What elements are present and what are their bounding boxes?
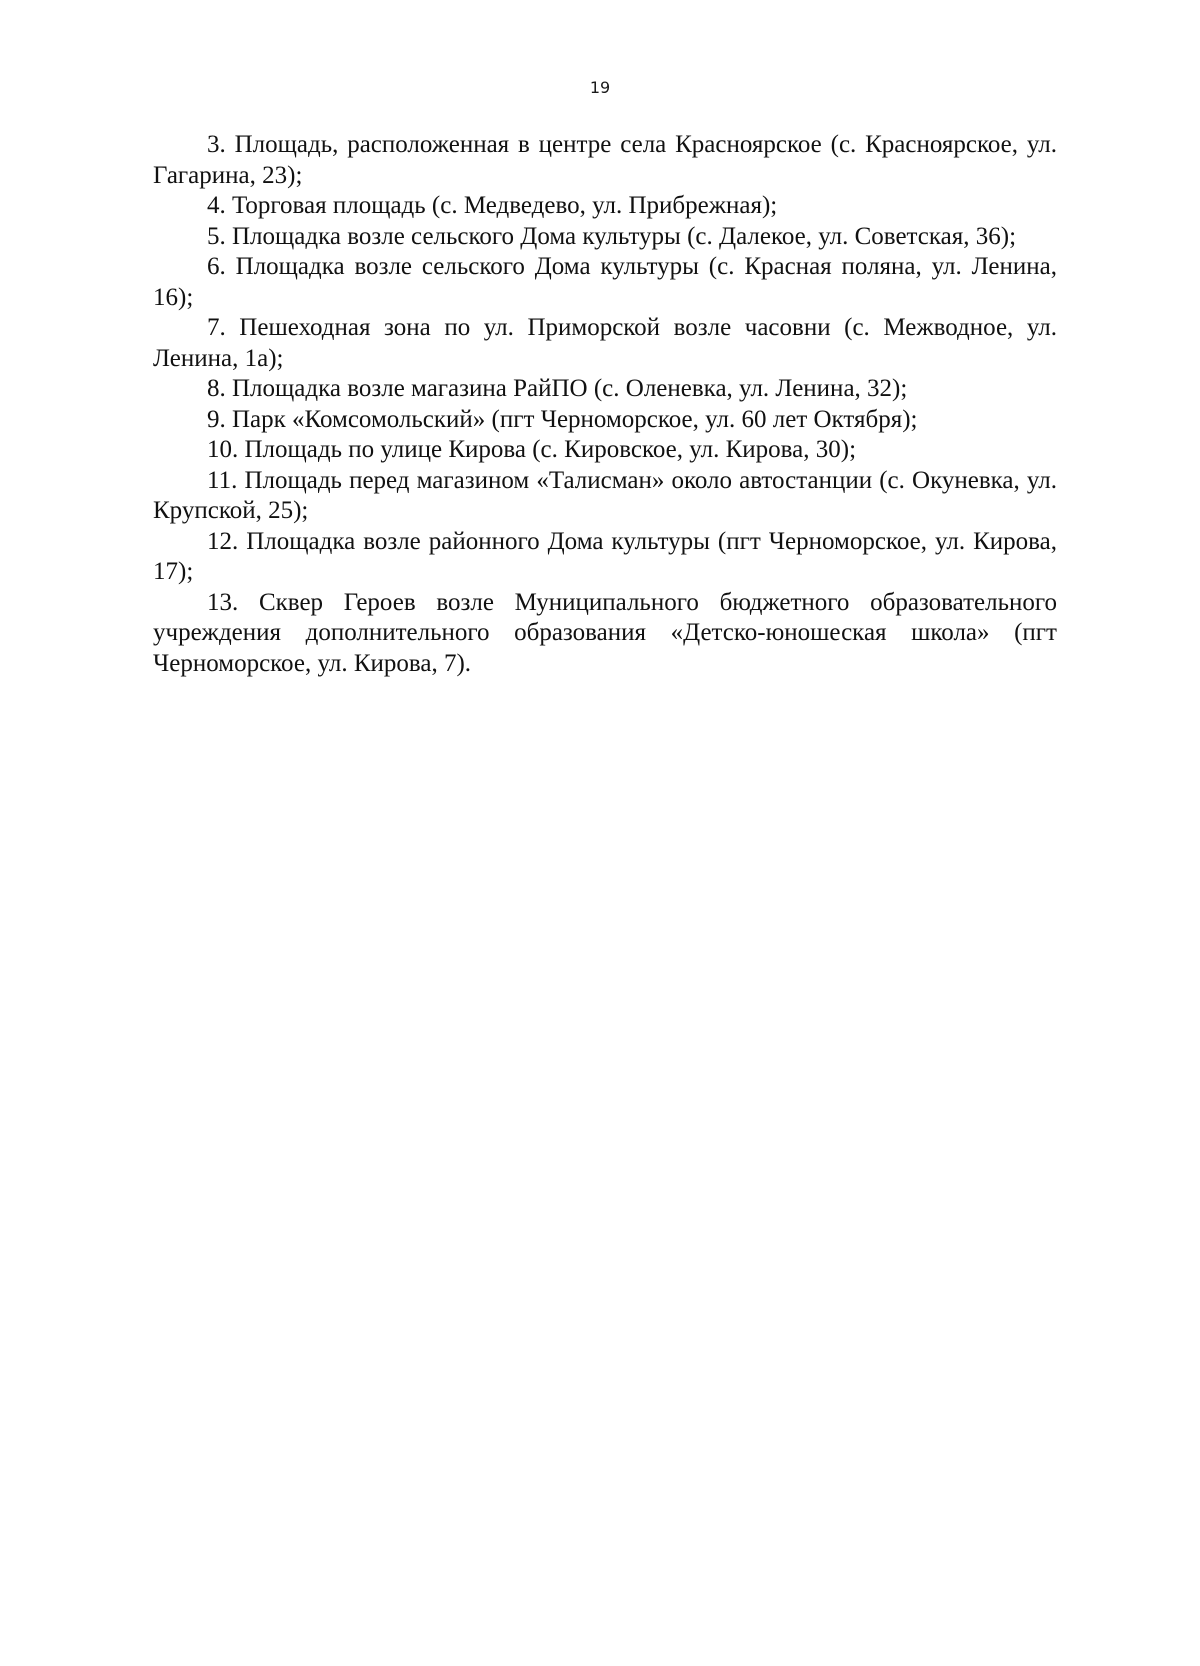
page-number: 19 xyxy=(589,78,611,97)
list-item: 3. Площадь, расположенная в центре села Красноярское (с. Красноярское, ул. Гагарина, 23); xyxy=(153,131,1057,189)
locations-list xyxy=(153,130,1057,679)
list-item: 6. Площадка возле сельского Дома культуры (с. Красная поляна, ул. Ленина, 16); xyxy=(153,253,1057,311)
list-item: 4. Торговая площадь (с. Медведево, ул. Прибрежная); xyxy=(207,192,778,219)
list-item: 8. Площадка возле магазина РайПО (с. Оленевка, ул. Ленина, 32); xyxy=(207,375,908,402)
list-item: 5. Площадка возле сельского Дома культуры (с. Далекое, ул. Советская, 36); xyxy=(207,222,1017,250)
list-item: 12. Площадка возле районного Дома культуры (пгт Черноморское, ул. Кирова, 17); xyxy=(153,527,1057,585)
list-item: 9. Парк «Комсомольский» (пгт Черноморское, ул. 60 лет Октября); xyxy=(207,405,918,433)
list-item: 7. Пешеходная зона по ул. Приморской возле часовни (с. Межводное, ул. Ленина, 1а); xyxy=(153,314,1057,372)
list-item: 11. Площадь перед магазином «Талисман» около автостанции (с. Окуневка, ул. Крупской, 25); xyxy=(153,466,1057,524)
list-item: 10. Площадь по улице Кирова (с. Кировское, ул. Кирова, 30); xyxy=(207,436,857,463)
list-item: 13. Сквер Героев возле Муниципального бюджетного образовательного учреждения дополнительного образования «Детско-юношеская школа» (пгт Черноморское, ул. Кирова, 7). xyxy=(153,588,1057,677)
